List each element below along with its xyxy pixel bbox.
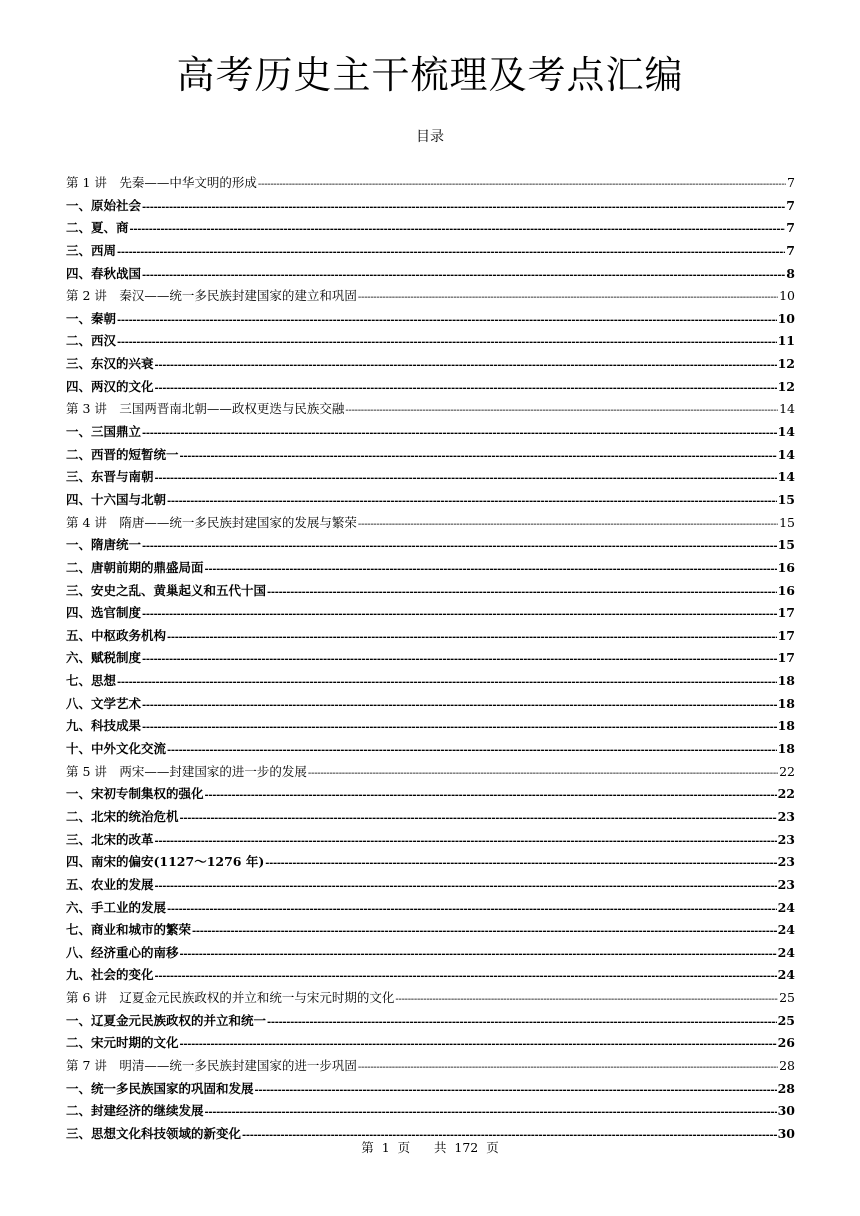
toc-dot-leader — [155, 831, 777, 852]
toc-dot-leader — [167, 740, 777, 761]
toc-heading: 目录 — [416, 129, 444, 145]
toc-entry-label: 六、手工业的发展 — [66, 899, 167, 915]
toc-entry-label: 三、思想文化科技领域的新变化 — [66, 1125, 242, 1141]
toc-section-entry[interactable] — [66, 897, 795, 920]
toc-entry-label: 五、农业的发展 — [66, 876, 154, 892]
toc-entry-label: 六、赋税制度 — [66, 650, 142, 666]
toc-entry-label: 第 1 讲 先秦——中华文明的形成 — [66, 175, 257, 190]
toc-entry-label: 第 4 讲 隋唐——统一多民族封建国家的发展与繁荣 — [66, 514, 357, 530]
toc-entry-page-number: 17 — [777, 650, 795, 666]
toc-chapter-entry[interactable] — [66, 761, 795, 784]
toc-entry-page-number: 18 — [777, 741, 795, 757]
toc-section-entry[interactable] — [66, 466, 795, 489]
toc-section-entry[interactable] — [66, 602, 795, 625]
toc-entry-label: 二、封建经济的继续发展 — [66, 1103, 204, 1119]
toc-dot-leader — [192, 921, 777, 942]
toc-section-entry[interactable] — [66, 1032, 795, 1055]
toc-entry-page-number: 24 — [777, 967, 795, 983]
toc-section-entry[interactable] — [66, 647, 795, 670]
toc-entry-page-number: 11 — [777, 333, 795, 349]
toc-entry-page-number: 24 — [777, 899, 795, 915]
toc-entry-label: 一、宋初专制集权的强化 — [66, 786, 204, 802]
toc-entry-label: 四、春秋战国 — [66, 265, 142, 281]
toc-entry-page-number: 18 — [777, 673, 795, 689]
toc-dot-leader — [267, 1012, 777, 1033]
toc-chapter-entry[interactable] — [66, 285, 795, 308]
toc-entry-page-number: 22 — [779, 763, 795, 779]
toc-dot-leader — [205, 785, 777, 806]
toc-entry-label: 一、辽夏金元民族政权的并立和统一 — [66, 1012, 267, 1028]
toc-entry-page-number: 14 — [777, 469, 795, 485]
toc-dot-leader — [142, 265, 785, 286]
toc-entry-page-number: 25 — [777, 1012, 795, 1028]
toc-dot-leader — [358, 287, 778, 308]
toc-section-entry[interactable] — [66, 715, 795, 738]
toc-section-entry[interactable] — [66, 851, 795, 874]
toc-dot-leader — [255, 1080, 777, 1101]
toc-entry-label: 八、文学艺术 — [66, 695, 142, 711]
toc-entry-page-number: 30 — [777, 1103, 795, 1119]
toc-entry-label: 第 7 讲 明清——统一多民族封建国家的进一步巩固 — [66, 1057, 357, 1073]
toc-section-entry[interactable] — [66, 353, 795, 376]
toc-entry-label: 第 5 讲 两宋——封建国家的进一步的发展 — [66, 763, 307, 779]
toc-entry-label: 三、北宋的改革 — [66, 831, 154, 847]
toc-entry-label: 七、思想 — [66, 673, 117, 689]
toc-dot-leader — [117, 242, 785, 263]
toc-entry-label: 四、选官制度 — [66, 605, 142, 621]
toc-entry-label: 二、宋元时期的文化 — [66, 1035, 179, 1051]
toc-section-entry[interactable] — [66, 489, 795, 512]
toc-entry-label: 一、隋唐统一 — [66, 537, 142, 553]
toc-section-entry[interactable] — [66, 557, 795, 580]
toc-entry-label: 一、三国鼎立 — [66, 424, 142, 440]
toc-section-entry[interactable] — [66, 240, 795, 263]
toc-section-entry[interactable] — [66, 195, 795, 218]
toc-dot-leader — [180, 808, 777, 829]
toc-entry-page-number: 15 — [777, 491, 795, 507]
toc-dot-leader — [155, 966, 777, 987]
toc-entry-page-number: 12 — [777, 356, 795, 372]
toc-dot-leader — [142, 536, 777, 557]
toc-entry-page-number: 15 — [777, 537, 795, 553]
toc-section-entry[interactable] — [66, 308, 795, 331]
toc-dot-leader — [142, 649, 777, 670]
toc-chapter-entry[interactable] — [66, 1055, 795, 1078]
toc-dot-leader — [155, 468, 777, 489]
toc-entry-label: 三、西周 — [66, 242, 117, 258]
toc-entry-page-number: 28 — [777, 1080, 795, 1096]
toc-entry-label: 三、东晋与南朝 — [66, 469, 154, 485]
toc-dot-leader — [155, 378, 777, 399]
toc-section-entry[interactable] — [66, 1100, 795, 1123]
toc-dot-leader — [167, 899, 777, 920]
toc-dot-leader — [167, 627, 777, 648]
toc-entry-label: 四、十六国与北朝 — [66, 491, 167, 507]
toc-section-entry[interactable] — [66, 942, 795, 965]
toc-section-entry[interactable] — [66, 919, 795, 942]
toc-entry-page-number: 7 — [786, 220, 795, 236]
toc-entry-page-number: 17 — [777, 627, 795, 643]
toc-entry-page-number: 24 — [777, 944, 795, 960]
toc-dot-leader — [180, 1034, 777, 1055]
toc-section-entry[interactable] — [66, 580, 795, 603]
toc-dot-leader — [142, 695, 777, 716]
toc-section-entry[interactable] — [66, 444, 795, 467]
toc-dot-leader — [267, 582, 777, 603]
toc-section-entry[interactable] — [66, 964, 795, 987]
toc-dot-leader — [155, 355, 777, 376]
toc-dot-leader — [205, 1102, 777, 1123]
toc-section-entry[interactable] — [66, 376, 795, 399]
toc-section-entry[interactable] — [66, 670, 795, 693]
toc-entry-label: 七、商业和城市的繁荣 — [66, 922, 192, 938]
toc-entry-page-number: 26 — [777, 1035, 795, 1051]
toc-entry-label: 第 3 讲 三国两晋南北朝——政权更迭与民族交融 — [66, 401, 345, 417]
toc-entry-label: 三、东汉的兴衰 — [66, 356, 154, 372]
toc-entry-label: 二、西晋的短暂统一 — [66, 446, 179, 462]
toc-entry-page-number: 18 — [777, 695, 795, 711]
toc-entry-page-number: 7 — [786, 197, 795, 213]
toc-entry-page-number: 10 — [777, 310, 795, 326]
toc-dot-leader — [205, 559, 777, 580]
toc-section-entry[interactable] — [66, 1010, 795, 1033]
toc-dot-leader — [155, 876, 777, 897]
toc-entry-page-number: 8 — [786, 265, 795, 281]
toc-dot-leader — [358, 514, 778, 535]
toc-section-entry[interactable] — [66, 263, 795, 286]
toc-entry-label: 二、北宋的统治危机 — [66, 808, 179, 824]
toc-dot-leader — [117, 672, 777, 693]
toc-section-entry[interactable] — [66, 625, 795, 648]
toc-section-entry[interactable] — [66, 693, 795, 716]
toc-dot-leader — [180, 944, 777, 965]
toc-dot-leader — [345, 400, 778, 421]
toc-entry-label: 九、社会的变化 — [66, 967, 154, 983]
toc-section-entry[interactable] — [66, 738, 795, 761]
toc-dot-leader — [167, 491, 777, 512]
toc-dot-leader — [117, 332, 777, 353]
toc-dot-leader — [258, 174, 786, 195]
toc-entry-label: 四、两汉的文化 — [66, 378, 154, 394]
toc-dot-leader — [395, 989, 778, 1010]
toc-section-entry[interactable] — [66, 330, 795, 353]
toc-entry-page-number: 23 — [777, 831, 795, 847]
toc-entry-label: 第 2 讲 秦汉——统一多民族封建国家的建立和巩固 — [66, 288, 357, 304]
toc-entry-page-number: 7 — [786, 242, 795, 258]
toc-entry-page-number: 7 — [787, 175, 795, 190]
toc-entry-page-number: 28 — [779, 1057, 795, 1073]
toc-entry-page-number: 18 — [777, 718, 795, 734]
toc-dot-leader — [180, 446, 777, 467]
toc-entry-page-number: 23 — [777, 808, 795, 824]
toc-entry-label: 九、科技成果 — [66, 718, 142, 734]
toc-entry-page-number: 30 — [777, 1125, 795, 1141]
toc-entry-label: 三、安史之乱、黄巢起义和五代十国 — [66, 582, 267, 598]
toc-entry-label: 二、夏、商 — [66, 220, 129, 236]
toc-entry-label: 十、中外文化交流 — [66, 741, 167, 757]
toc-entry-page-number: 10 — [779, 288, 795, 304]
toc-entry-page-number: 16 — [777, 559, 795, 575]
toc-entry-label: 二、西汉 — [66, 333, 117, 349]
toc-entry-page-number: 22 — [777, 786, 795, 802]
toc-section-entry[interactable] — [66, 534, 795, 557]
toc-section-entry[interactable] — [66, 1078, 795, 1101]
toc-chapter-entry[interactable] — [66, 987, 795, 1010]
toc-dot-leader — [142, 717, 777, 738]
toc-dot-leader — [265, 853, 776, 874]
toc-entry-page-number: 23 — [777, 876, 795, 892]
toc-entry-page-number: 14 — [779, 401, 795, 417]
toc-entry-label: 第 6 讲 辽夏金元民族政权的并立和统一与宋元时期的文化 — [66, 990, 395, 1006]
toc-entry-page-number: 25 — [779, 990, 795, 1006]
toc-entry-page-number: 23 — [777, 854, 795, 870]
toc-chapter-entry[interactable] — [66, 512, 795, 535]
toc-section-entry[interactable] — [66, 421, 795, 444]
page-footer: 第 1 页 共 172 页 — [361, 1140, 499, 1155]
toc-entry-page-number: 15 — [779, 514, 795, 530]
toc-entry-page-number: 14 — [777, 424, 795, 440]
toc-entry-label: 四、南宋的偏安(1127～1276 年) — [66, 854, 265, 870]
toc-dot-leader — [142, 423, 777, 444]
toc-entry-label: 二、唐朝前期的鼎盛局面 — [66, 559, 204, 575]
toc-entry-page-number: 24 — [777, 922, 795, 938]
toc-chapter-entry[interactable] — [66, 398, 795, 421]
toc-entry-page-number: 16 — [777, 582, 795, 598]
toc-entry-page-number: 12 — [777, 378, 795, 394]
toc-chapter-entry[interactable] — [66, 172, 795, 195]
toc-dot-leader — [117, 310, 777, 331]
toc-dot-leader — [130, 219, 786, 240]
document-title: 高考历史主干梳理及考点汇编 — [176, 53, 684, 97]
toc-entry-label: 一、统一多民族国家的巩固和发展 — [66, 1080, 254, 1096]
toc-entry-page-number: 17 — [777, 605, 795, 621]
toc-section-entry[interactable] — [66, 874, 795, 897]
toc-entry-label: 八、经济重心的南移 — [66, 944, 179, 960]
toc-entry-label: 一、秦朝 — [66, 310, 117, 326]
toc-entry-page-number: 14 — [777, 446, 795, 462]
toc-entry-label: 五、中枢政务机构 — [66, 627, 167, 643]
toc-dot-leader — [142, 197, 785, 218]
toc-section-entry[interactable] — [66, 217, 795, 240]
toc-entry-label: 一、原始社会 — [66, 197, 142, 213]
toc-section-entry[interactable] — [66, 806, 795, 829]
toc-section-entry[interactable] — [66, 829, 795, 852]
table-of-contents — [66, 172, 795, 1146]
toc-section-entry[interactable] — [66, 783, 795, 806]
toc-dot-leader — [358, 1057, 778, 1078]
toc-dot-leader — [142, 604, 777, 625]
toc-dot-leader — [308, 763, 778, 784]
